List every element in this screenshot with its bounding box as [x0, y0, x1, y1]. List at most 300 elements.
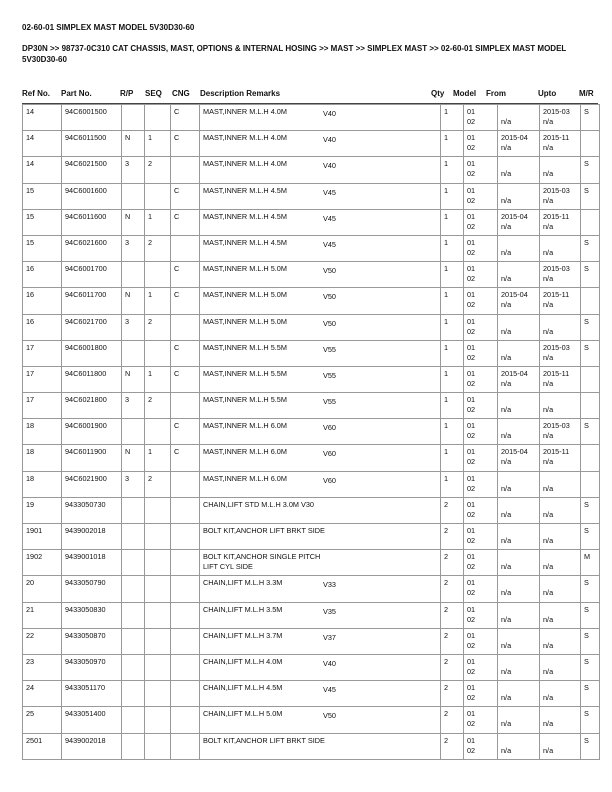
qty: 2: [444, 656, 449, 666]
from-2: n/a: [501, 719, 512, 729]
model-1: 01: [467, 421, 476, 431]
remarks: V50: [323, 711, 336, 721]
table-row: [23, 524, 600, 550]
model-1: 01: [467, 630, 476, 640]
ref-no: 24: [26, 683, 35, 693]
mr: S: [584, 342, 589, 352]
from-1: [501, 552, 536, 562]
part-no: 94C6001600: [65, 185, 107, 195]
ref-no: 14: [26, 159, 35, 169]
mr: S: [584, 499, 589, 509]
from-1: [501, 159, 536, 169]
model-2: 02: [467, 457, 476, 467]
mr: S: [584, 578, 589, 588]
from-2: n/a: [501, 169, 512, 179]
rp: N: [125, 447, 131, 457]
from-2: n/a: [501, 326, 512, 336]
description: MAST,INNER M.L.H 5.5M: [203, 342, 287, 352]
model-2: 02: [467, 614, 476, 624]
description: MAST,INNER M.L.H 4.0M: [203, 133, 287, 143]
ref-no: 16: [26, 316, 35, 326]
from-1: [501, 264, 536, 274]
table-row: [23, 681, 600, 707]
upto-1: 2015-11: [543, 368, 570, 378]
remarks: V50: [323, 292, 336, 302]
remarks: V45: [323, 239, 336, 249]
upto-1: [543, 683, 577, 693]
rp: 3: [125, 395, 130, 405]
model-2: 02: [467, 693, 476, 703]
mr: S: [584, 656, 589, 666]
model-2: 02: [467, 143, 476, 153]
table-row: [23, 288, 600, 314]
qty: 2: [444, 630, 449, 640]
model-2: 02: [467, 378, 476, 388]
from-2: n/a: [501, 352, 512, 362]
from-2: n/a: [501, 221, 512, 231]
table-row: [23, 419, 600, 445]
description: MAST,INNER M.L.H 5.0M: [203, 316, 287, 326]
part-no: 94C6011800: [65, 368, 107, 378]
from-1: [501, 474, 536, 484]
from-1: [501, 683, 536, 693]
seq: 1: [148, 290, 153, 300]
qty: 1: [444, 342, 449, 352]
rp: 3: [125, 473, 130, 483]
from-2: n/a: [501, 562, 512, 572]
table-row: [23, 183, 600, 209]
model-1: 01: [467, 264, 476, 274]
upto-2: n/a: [543, 719, 554, 729]
cng: C: [174, 342, 180, 352]
upto-2: n/a: [543, 117, 554, 126]
table-row: [23, 235, 600, 261]
model-1: 01: [467, 133, 476, 143]
from-1: [501, 107, 536, 117]
seq: 1: [148, 133, 153, 143]
from-1: [501, 500, 536, 510]
part-no: 9439002018: [65, 735, 106, 745]
description: CHAIN,LIFT M.L.H 5.0M: [203, 709, 283, 719]
from-1: [501, 631, 536, 641]
col-cng: CNG: [172, 89, 190, 98]
from-1: [501, 186, 536, 196]
model-1: 01: [467, 211, 476, 221]
table-row: [23, 628, 600, 654]
rp: 3: [125, 316, 130, 326]
mr: S: [584, 107, 589, 116]
col-model: Model: [453, 89, 477, 98]
model-2: 02: [467, 326, 476, 336]
model-2: 02: [467, 274, 476, 284]
upto-2: n/a: [543, 509, 554, 519]
remarks: V33: [323, 580, 336, 590]
table-row: [23, 550, 600, 576]
qty: 1: [444, 290, 449, 300]
ref-no: 16: [26, 290, 35, 300]
model-2: 02: [467, 300, 476, 310]
table-row: [23, 393, 600, 419]
mr: S: [584, 630, 589, 640]
upto-1: [543, 552, 577, 562]
upto-1: [543, 317, 577, 327]
upto-2: n/a: [543, 536, 554, 545]
seq: 2: [148, 395, 153, 405]
ref-no: 15: [26, 237, 35, 247]
ref-no: 1902: [26, 552, 43, 562]
upto-2: n/a: [543, 326, 554, 336]
rp: N: [125, 133, 131, 143]
remarks: V60: [323, 423, 336, 433]
description: MAST,INNER M.L.H 5.0M: [203, 264, 287, 274]
upto-2: n/a: [543, 405, 554, 415]
upto-1: 2015-03: [543, 421, 570, 431]
upto-1: 2015-11: [543, 447, 570, 457]
part-no: 94C6021600: [65, 237, 107, 247]
rp: N: [125, 211, 131, 221]
remarks: V40: [323, 161, 336, 171]
rp: 3: [125, 159, 130, 169]
part-no: 94C6001500: [65, 107, 107, 116]
model-2: 02: [467, 719, 476, 729]
model-2: 02: [467, 509, 476, 519]
qty: 2: [444, 499, 449, 509]
mr: S: [584, 421, 589, 431]
mr: S: [584, 735, 589, 745]
ref-no: 19: [26, 499, 35, 509]
col-desc: Description Remarks: [200, 89, 281, 98]
model-2: 02: [467, 536, 476, 545]
cng: C: [174, 133, 180, 143]
from-1: [501, 657, 536, 667]
table-row: [23, 131, 600, 157]
mr: S: [584, 237, 589, 247]
part-no: 94C6021900: [65, 473, 107, 483]
from-1: 2015-04: [501, 368, 528, 378]
part-no: 9433051170: [65, 683, 106, 693]
model-1: 01: [467, 159, 476, 169]
qty: 2: [444, 604, 449, 614]
remarks: V40: [323, 109, 336, 118]
table-row: [23, 209, 600, 235]
rp: N: [125, 368, 131, 378]
from-2: n/a: [501, 509, 512, 519]
upto-2: n/a: [543, 562, 554, 572]
qty: 1: [444, 185, 449, 195]
from-1: [501, 395, 536, 405]
part-no: 9433050830: [65, 604, 106, 614]
ref-no: 18: [26, 473, 35, 483]
table-row: [23, 445, 600, 471]
upto-2: n/a: [543, 614, 554, 624]
seq: 2: [148, 159, 153, 169]
cng: C: [174, 290, 180, 300]
remarks: V37: [323, 632, 336, 642]
from-1: 2015-04: [501, 211, 528, 221]
upto-2: n/a: [543, 195, 554, 205]
qty: 1: [444, 107, 449, 116]
upto-1: [543, 395, 577, 405]
col-from: From: [486, 89, 506, 98]
description: MAST,INNER M.L.H 4.5M: [203, 185, 287, 195]
upto-2: n/a: [543, 143, 554, 153]
col-ref: Ref No.: [22, 89, 50, 98]
upto-1: 2015-11: [543, 290, 570, 300]
qty: 2: [444, 735, 449, 745]
from-2: n/a: [501, 457, 512, 467]
table-row: [23, 340, 600, 366]
cng: C: [174, 264, 180, 274]
cng: C: [174, 447, 180, 457]
model-1: 01: [467, 656, 476, 666]
mr: S: [584, 316, 589, 326]
upto-1: 2015-03: [543, 342, 570, 352]
from-1: [501, 343, 536, 353]
from-1: [501, 578, 536, 588]
ref-no: 2501: [26, 735, 43, 745]
part-no: 9439002018: [65, 526, 106, 535]
part-no: 94C6011900: [65, 447, 107, 457]
part-no: 9433050970: [65, 656, 106, 666]
table-row: [23, 314, 600, 340]
remarks: V35: [323, 606, 336, 616]
ref-no: 14: [26, 133, 35, 143]
ref-no: 25: [26, 709, 35, 719]
upto-2: n/a: [543, 666, 554, 676]
ref-no: 1901: [26, 526, 43, 535]
ref-no: 15: [26, 211, 35, 221]
model-1: 01: [467, 604, 476, 614]
model-1: 01: [467, 447, 476, 457]
mr: S: [584, 185, 589, 195]
remarks: V60: [323, 475, 336, 485]
breadcrumb: DP30N >> 98737-0C310 CAT CHASSIS, MAST, OPTIONS & INTERNAL HOSING >> MAST >> SIMPLEX MAST >> 02-60-01 SIMPLEX MAST MODEL 5V30D30-60: [22, 44, 567, 64]
cng: C: [174, 185, 180, 195]
col-qty: Qty: [431, 89, 445, 98]
upto-2: n/a: [543, 378, 554, 388]
model-1: 01: [467, 499, 476, 509]
qty: 1: [444, 237, 449, 247]
description: MAST,INNER M.L.H 5.5M: [203, 395, 287, 405]
remarks: V40: [323, 135, 336, 145]
model-2: 02: [467, 640, 476, 650]
from-2: n/a: [501, 195, 512, 205]
upto-1: [543, 605, 577, 615]
from-1: [501, 605, 536, 615]
model-1: 01: [467, 237, 476, 247]
part-no: 94C6011600: [65, 211, 107, 221]
table-row: [23, 576, 600, 602]
qty: 1: [444, 447, 449, 457]
remarks: V45: [323, 187, 336, 197]
part-no: 94C6021800: [65, 395, 107, 405]
model-2: 02: [467, 588, 476, 598]
description: CHAIN,LIFT M.L.H 3.7M: [203, 630, 283, 640]
from-2: n/a: [501, 117, 512, 126]
ref-no: 21: [26, 604, 35, 614]
upto-1: 2015-03: [543, 107, 570, 116]
model-2: 02: [467, 117, 476, 126]
ref-no: 14: [26, 107, 35, 116]
seq: 2: [148, 473, 153, 483]
rp: 3: [125, 237, 130, 247]
upto-1: [543, 526, 577, 536]
model-2: 02: [467, 666, 476, 676]
description: MAST,INNER M.L.H 6.0M: [203, 421, 287, 431]
model-1: 01: [467, 290, 476, 300]
from-1: [501, 238, 536, 248]
model-1: 01: [467, 342, 476, 352]
from-1: [501, 709, 536, 719]
description: BOLT KIT,ANCHOR LIFT BRKT SIDE: [203, 735, 325, 745]
table-row: [23, 366, 600, 392]
from-1: [501, 421, 536, 431]
remarks: V40: [323, 658, 336, 668]
description: MAST,INNER M.L.H 6.0M: [203, 447, 287, 457]
model-1: 01: [467, 683, 476, 693]
qty: 1: [444, 133, 449, 143]
upto-2: n/a: [543, 274, 554, 284]
table-row: [23, 471, 600, 497]
model-1: 01: [467, 552, 476, 562]
remarks: V55: [323, 344, 336, 354]
from-2: n/a: [501, 274, 512, 284]
from-2: n/a: [501, 666, 512, 676]
upto-1: 2015-03: [543, 264, 570, 274]
from-2: n/a: [501, 536, 512, 545]
model-1: 01: [467, 526, 476, 535]
description: CHAIN,LIFT STD M.L.H 3.0M V30: [203, 499, 314, 509]
upto-2: n/a: [543, 588, 554, 598]
mr: M: [584, 552, 591, 562]
mr: S: [584, 604, 589, 614]
model-1: 01: [467, 473, 476, 483]
cng: C: [174, 368, 180, 378]
part-no: 94C6001700: [65, 264, 107, 274]
ref-no: 18: [26, 421, 35, 431]
ref-no: 15: [26, 185, 35, 195]
description: BOLT KIT,ANCHOR LIFT BRKT SIDE: [203, 526, 325, 535]
table-row: [23, 654, 600, 680]
part-no: 9439001018: [65, 552, 106, 562]
upto-1: [543, 709, 577, 719]
mr: S: [584, 264, 589, 274]
from-2: n/a: [501, 640, 512, 650]
description: BOLT KIT,ANCHOR SINGLE PITCH LIFT CYL SIDE: [203, 552, 321, 572]
seq: 1: [148, 447, 153, 457]
upto-1: [543, 474, 577, 484]
model-2: 02: [467, 745, 476, 755]
upto-2: n/a: [543, 300, 554, 310]
remarks: V45: [323, 685, 336, 695]
ref-no: 16: [26, 264, 35, 274]
from-2: n/a: [501, 745, 512, 755]
table-row: [23, 602, 600, 628]
model-1: 01: [467, 368, 476, 378]
upto-1: 2015-11: [543, 133, 570, 143]
model-2: 02: [467, 431, 476, 441]
mr: S: [584, 683, 589, 693]
parts-table: [22, 104, 600, 760]
model-1: 01: [467, 578, 476, 588]
upto-1: 2015-11: [543, 211, 570, 221]
description: MAST,INNER M.L.H 4.5M: [203, 211, 287, 221]
upto-2: n/a: [543, 457, 554, 467]
from-2: n/a: [501, 143, 512, 153]
qty: 1: [444, 421, 449, 431]
cng: C: [174, 421, 180, 431]
from-2: n/a: [501, 431, 512, 441]
seq: 2: [148, 237, 153, 247]
table-row: [23, 733, 600, 759]
description: CHAIN,LIFT M.L.H 3.5M: [203, 604, 283, 614]
model-2: 02: [467, 405, 476, 415]
ref-no: 17: [26, 342, 35, 352]
table-row: [23, 262, 600, 288]
cng: C: [174, 107, 180, 116]
remarks: V50: [323, 266, 336, 276]
from-1: 2015-04: [501, 447, 528, 457]
part-no: 94C6011700: [65, 290, 107, 300]
page-title: 02-60-01 SIMPLEX MAST MODEL 5V30D30-60: [22, 23, 195, 32]
upto-2: n/a: [543, 221, 554, 231]
upto-2: n/a: [543, 693, 554, 703]
cng: C: [174, 211, 180, 221]
upto-2: n/a: [543, 745, 554, 755]
col-rp: R/P: [120, 89, 134, 98]
upto-1: [543, 631, 577, 641]
part-no: 9433050870: [65, 630, 106, 640]
from-2: n/a: [501, 588, 512, 598]
model-1: 01: [467, 735, 476, 745]
ref-no: 17: [26, 368, 35, 378]
qty: 1: [444, 159, 449, 169]
part-no: 94C6021500: [65, 159, 107, 169]
col-upto: Upto: [538, 89, 557, 98]
model-1: 01: [467, 395, 476, 405]
seq: 1: [148, 368, 153, 378]
part-no: 94C6001800: [65, 342, 107, 352]
description: CHAIN,LIFT M.L.H 4.5M: [203, 683, 283, 693]
model-1: 01: [467, 107, 476, 116]
remarks: V60: [323, 449, 336, 459]
remarks: V45: [323, 213, 336, 223]
qty: 2: [444, 552, 449, 562]
col-part: Part No.: [61, 89, 92, 98]
upto-2: n/a: [543, 352, 554, 362]
from-2: n/a: [501, 378, 512, 388]
model-2: 02: [467, 352, 476, 362]
description: MAST,INNER M.L.H 4.0M: [203, 107, 287, 116]
mr: S: [584, 526, 589, 535]
qty: 1: [444, 316, 449, 326]
qty: 1: [444, 264, 449, 274]
upto-2: n/a: [543, 483, 554, 493]
qty: 1: [444, 395, 449, 405]
from-2: n/a: [501, 247, 512, 257]
upto-2: n/a: [543, 431, 554, 441]
description: MAST,INNER M.L.H 4.0M: [203, 159, 287, 169]
seq: 2: [148, 316, 153, 326]
from-1: 2015-04: [501, 133, 528, 143]
from-2: n/a: [501, 405, 512, 415]
ref-no: 17: [26, 395, 35, 405]
model-2: 02: [467, 169, 476, 179]
table-row: [23, 157, 600, 183]
ref-no: 18: [26, 447, 35, 457]
remarks: V55: [323, 397, 336, 407]
part-no: 9433050790: [65, 578, 106, 588]
